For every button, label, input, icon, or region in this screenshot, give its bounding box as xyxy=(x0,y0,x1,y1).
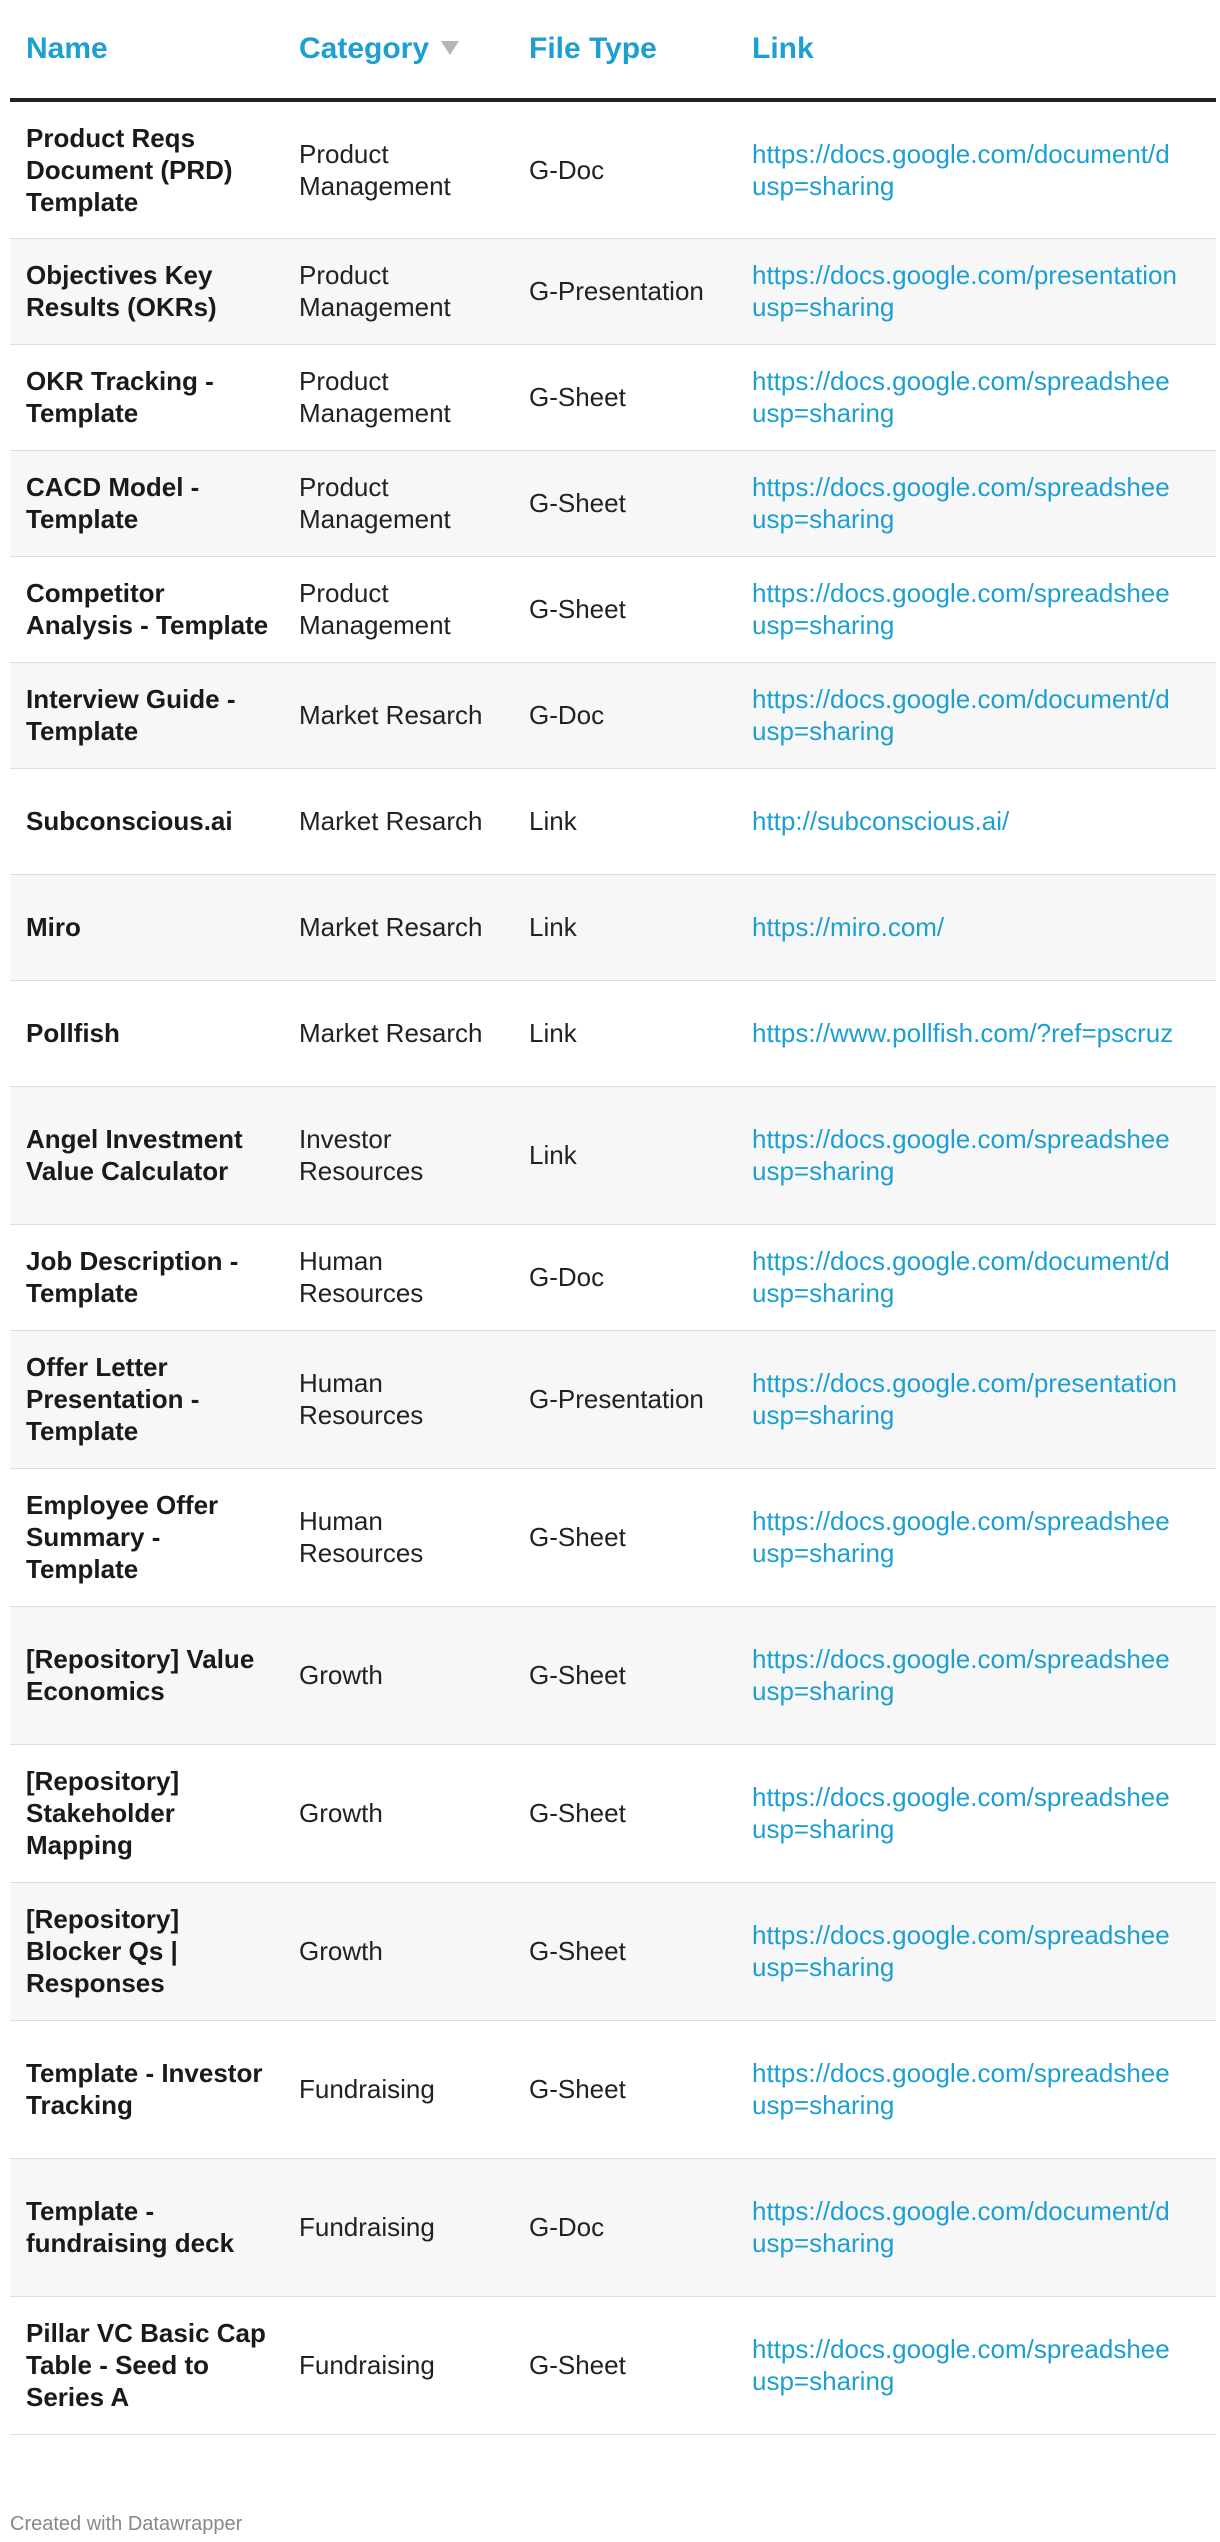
cell-name: Miro xyxy=(10,874,283,980)
cell-name: OKR Tracking - Template xyxy=(10,344,283,450)
resource-link-continued[interactable]: usp=sharing xyxy=(752,2090,895,2120)
table-row xyxy=(10,1882,1216,2020)
cell-file-type: Link xyxy=(513,768,736,874)
resource-link[interactable]: https://docs.google.com/spreadshee xyxy=(752,578,1170,608)
cell-category: Market Resarch xyxy=(283,662,513,768)
cell-category: Market Resarch xyxy=(283,874,513,980)
resource-link-continued[interactable]: usp=sharing xyxy=(752,398,895,428)
cell-file-type: G-Sheet xyxy=(513,556,736,662)
resource-link-continued[interactable]: usp=sharing xyxy=(752,1676,895,1706)
cell-file-type: G-Doc xyxy=(513,2158,736,2296)
cell-file-type: G-Sheet xyxy=(513,450,736,556)
resource-link[interactable]: https://docs.google.com/document/d xyxy=(752,1246,1170,1276)
resource-link[interactable]: https://docs.google.com/spreadshee xyxy=(752,1782,1170,1812)
table-header xyxy=(10,0,1216,100)
cell-category: Human Resources xyxy=(283,1330,513,1468)
cell-file-type: Link xyxy=(513,980,736,1086)
cell-name: Template - Investor Tracking xyxy=(10,2020,283,2158)
resource-link[interactable]: https://docs.google.com/spreadshee xyxy=(752,366,1170,396)
cell-name: [Repository] Stakeholder Mapping xyxy=(10,1744,283,1882)
table-row xyxy=(10,450,1216,556)
table-row xyxy=(10,662,1216,768)
resource-link[interactable]: https://docs.google.com/spreadshee xyxy=(752,1920,1170,1950)
cell-category: Fundraising xyxy=(283,2158,513,2296)
cell-category: Product Management xyxy=(283,344,513,450)
cell-name: [Repository] Blocker Qs | Responses xyxy=(10,1882,283,2020)
cell-name: Product Reqs Document (PRD) Template xyxy=(10,100,283,238)
cell-link xyxy=(736,1882,1216,2020)
cell-link xyxy=(736,1086,1216,1224)
cell-category: Growth xyxy=(283,1882,513,2020)
table-row xyxy=(10,2296,1216,2434)
cell-name: Angel Investment Value Calculator xyxy=(10,1086,283,1224)
cell-file-type: Link xyxy=(513,874,736,980)
resource-link[interactable]: https://www.pollfish.com/?ref=pscruz xyxy=(752,1018,1174,1048)
resource-link-continued[interactable]: usp=sharing xyxy=(752,1538,895,1568)
resource-link[interactable]: https://docs.google.com/spreadshee xyxy=(752,1644,1170,1674)
table-row xyxy=(10,1224,1216,1330)
cell-file-type: Link xyxy=(513,1086,736,1224)
cell-file-type: G-Doc xyxy=(513,1224,736,1330)
cell-category: Growth xyxy=(283,1606,513,1744)
table-row xyxy=(10,874,1216,980)
cell-name: Interview Guide - Template xyxy=(10,662,283,768)
cell-link xyxy=(736,2296,1216,2434)
sort-desc-icon[interactable] xyxy=(441,41,459,55)
resource-link-continued[interactable]: usp=sharing xyxy=(752,716,895,746)
table-row xyxy=(10,344,1216,450)
resource-link[interactable]: https://miro.com/ xyxy=(752,912,945,942)
header-row xyxy=(10,0,1216,100)
table-row xyxy=(10,1086,1216,1224)
column-header-link[interactable] xyxy=(736,0,1216,100)
resource-link[interactable]: https://docs.google.com/document/d xyxy=(752,138,1170,169)
resource-link[interactable]: https://docs.google.com/document/d xyxy=(752,2196,1170,2226)
cell-category: Product Management xyxy=(283,450,513,556)
table-row xyxy=(10,1606,1216,1744)
table-body xyxy=(10,100,1216,2434)
resource-link[interactable]: https://docs.google.com/presentation xyxy=(752,1368,1177,1398)
resource-link-continued[interactable]: usp=sharing xyxy=(752,2366,895,2396)
resource-link-continued[interactable]: usp=sharing xyxy=(752,1400,895,1430)
cell-link xyxy=(736,450,1216,556)
cell-link xyxy=(736,1330,1216,1468)
resource-link[interactable]: https://docs.google.com/spreadshee xyxy=(752,2058,1170,2088)
cell-name: Job Description - Template xyxy=(10,1224,283,1330)
column-header-file-type-label: File Type xyxy=(529,32,657,65)
cell-link xyxy=(736,1224,1216,1330)
cell-name: Employee Offer Summary - Template xyxy=(10,1468,283,1606)
table-row xyxy=(10,1468,1216,1606)
cell-link xyxy=(736,768,1216,874)
cell-link xyxy=(736,1744,1216,1882)
resource-link[interactable]: https://docs.google.com/presentation xyxy=(752,260,1177,290)
resource-link[interactable]: https://docs.google.com/spreadshee xyxy=(752,2334,1170,2364)
cell-category: Product Management xyxy=(283,556,513,662)
table-row xyxy=(10,238,1216,344)
cell-file-type: G-Presentation xyxy=(513,1330,736,1468)
cell-file-type: G-Sheet xyxy=(513,1744,736,1882)
cell-category: Market Resarch xyxy=(283,980,513,1086)
cell-name: Pillar VC Basic Cap Table - Seed to Series A xyxy=(10,2296,283,2434)
cell-link xyxy=(736,2020,1216,2158)
column-header-name[interactable] xyxy=(10,0,283,100)
cell-file-type: G-Doc xyxy=(513,662,736,768)
cell-link xyxy=(736,344,1216,450)
cell-file-type: G-Sheet xyxy=(513,2296,736,2434)
resource-link[interactable]: https://docs.google.com/spreadshee xyxy=(752,1124,1170,1154)
cell-name: Subconscious.ai xyxy=(10,768,283,874)
resource-link-continued[interactable]: usp=sharing xyxy=(752,1814,895,1844)
resource-link-continued[interactable]: usp=sharing xyxy=(752,1952,895,1982)
cell-file-type: G-Sheet xyxy=(513,344,736,450)
cell-link xyxy=(736,100,1216,238)
cell-link xyxy=(736,874,1216,980)
resource-link-continued[interactable]: usp=sharing xyxy=(752,292,895,322)
cell-category: Human Resources xyxy=(283,1224,513,1330)
cell-category: Growth xyxy=(283,1744,513,1882)
footer-credit[interactable]: Created with Datawrapper xyxy=(10,2513,243,2535)
cell-file-type: G-Doc xyxy=(513,100,736,238)
cell-file-type: G-Sheet xyxy=(513,2020,736,2158)
cell-category: Fundraising xyxy=(283,2020,513,2158)
cell-link xyxy=(736,2158,1216,2296)
cell-category: Market Resarch xyxy=(283,768,513,874)
cell-category: Human Resources xyxy=(283,1468,513,1606)
resource-table xyxy=(10,0,1216,2435)
cell-file-type: G-Sheet xyxy=(513,1468,736,1606)
cell-category: Investor Resources xyxy=(283,1086,513,1224)
column-header-link-label: Link xyxy=(752,32,814,65)
resource-link-continued[interactable]: usp=sharing xyxy=(752,170,895,201)
column-header-category-label: Category xyxy=(299,32,430,65)
cell-link xyxy=(736,662,1216,768)
resource-link-continued[interactable]: usp=sharing xyxy=(752,610,895,640)
column-header-category[interactable] xyxy=(283,0,513,100)
table-row xyxy=(10,2158,1216,2296)
table-row xyxy=(10,768,1216,874)
cell-link xyxy=(736,1468,1216,1606)
column-header-file-type[interactable] xyxy=(513,0,736,100)
cell-name: CACD Model - Template xyxy=(10,450,283,556)
resource-link[interactable]: https://docs.google.com/spreadshee xyxy=(752,472,1170,502)
resource-link-continued[interactable]: usp=sharing xyxy=(752,2228,895,2258)
cell-name: Objectives Key Results (OKRs) xyxy=(10,238,283,344)
table-row xyxy=(10,556,1216,662)
cell-file-type: G-Sheet xyxy=(513,1882,736,2020)
cell-link xyxy=(736,556,1216,662)
cell-link xyxy=(736,238,1216,344)
resource-link-continued[interactable]: usp=sharing xyxy=(752,1278,895,1308)
table-row xyxy=(10,100,1216,238)
cell-category: Product Management xyxy=(283,100,513,238)
table-row xyxy=(10,2020,1216,2158)
cell-name: [Repository] Value Economics xyxy=(10,1606,283,1744)
cell-name: Pollfish xyxy=(10,980,283,1086)
cell-name: Competitor Analysis - Template xyxy=(10,556,283,662)
column-header-name-label: Name xyxy=(26,32,108,65)
resource-link-continued[interactable]: usp=sharing xyxy=(752,504,895,534)
resource-link[interactable]: http://subconscious.ai/ xyxy=(752,806,1010,836)
resource-table-wrapper xyxy=(10,0,1216,2435)
table-row xyxy=(10,980,1216,1086)
cell-category: Fundraising xyxy=(283,2296,513,2434)
resource-link[interactable]: https://docs.google.com/document/d xyxy=(752,684,1170,714)
table-row xyxy=(10,1330,1216,1468)
cell-file-type: G-Sheet xyxy=(513,1606,736,1744)
resource-link-continued[interactable]: usp=sharing xyxy=(752,1156,895,1186)
resource-link[interactable]: https://docs.google.com/spreadshee xyxy=(752,1506,1170,1536)
cell-category: Product Management xyxy=(283,238,513,344)
cell-file-type: G-Presentation xyxy=(513,238,736,344)
cell-name: Offer Letter Presentation - Template xyxy=(10,1330,283,1468)
cell-link xyxy=(736,980,1216,1086)
table-row xyxy=(10,1744,1216,1882)
cell-link xyxy=(736,1606,1216,1744)
cell-name: Template - fundraising deck xyxy=(10,2158,283,2296)
